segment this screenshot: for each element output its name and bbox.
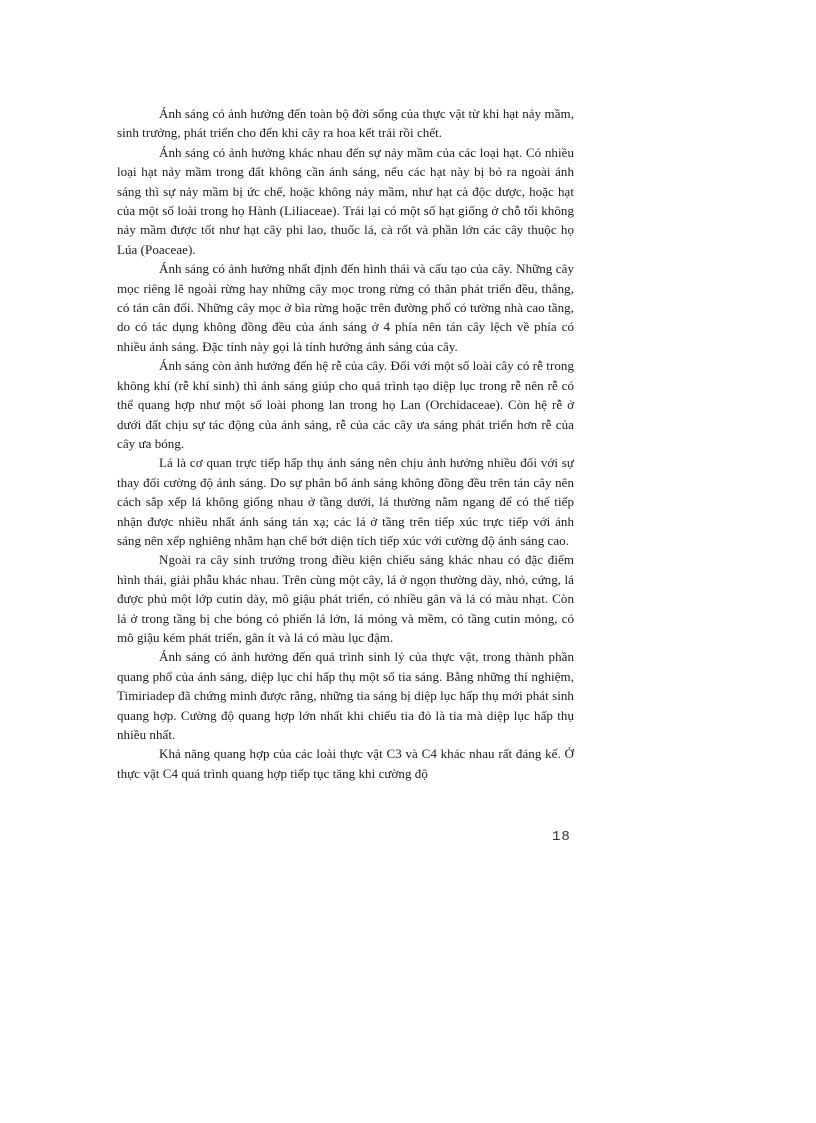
paragraph: Ánh sáng có ảnh hưởng đến toàn bộ đời sống của thực vật từ khi hạt nảy mầm, sinh trưởng, phát triển cho đến khi cây ra hoa kết trái rồi chết. [117,106,574,141]
paragraph: Ánh sáng có ảnh hưởng đến quá trình sinh lý của thực vật, trong thành phần quang phổ của ánh sáng, diệp lục chỉ hấp thụ một số tia sáng. Bằng những thí nghiệm, Timiriadep đã chứng minh được rằng, những tia sáng bị diệp lục hấp thụ mới phát sinh quang hợp. Cường độ quang hợp lớn nhất khi chiếu tia đỏ là tia mà diệp lục hấp thụ nhiều nhất. [117,649,574,742]
paragraph: Lá là cơ quan trực tiếp hấp thụ ánh sáng nên chịu ảnh hưởng nhiều đối với sự thay đổi cường độ ánh sáng. Do sự phân bố ánh sáng không đồng đều trên tán cây nên cách sắp xếp lá không giống nhau ở tầng dưới, lá thường nằm ngang để có thể tiếp nhận được nhiều nhất ánh sáng tán xạ; các lá ở tầng trên tiếp xúc trực tiếp với ánh sáng nên xếp nghiêng nhằm hạn chế bớt diện tích tiếp xúc với cường độ ánh sáng cao. [117,455,574,548]
paragraph: Ánh sáng có ảnh hưởng khác nhau đến sự nảy mầm của các loại hạt. Có nhiều loại hạt nảy mầm trong đất không cần ánh sáng, nếu các hạt này bị bỏ ra ngoài ánh sáng thì sự nảy mầm bị ức chế, hoặc không nảy mầm, như hạt cà độc dược, hoặc hạt của một số loài trong họ Hành (Liliaceae). Trái lại có một số hạt giống ở chỗ tối không nảy mầm được tốt như hạt cây phi lao, thuốc lá, cà rốt và phần lớn các cây thuộc họ Lúa (Poaceae). [117,144,574,257]
page-body [117,104,574,783]
paragraph: Ánh sáng còn ảnh hưởng đến hệ rễ của cây. Đối với một số loài cây có rễ trong không khí (rễ khí sinh) thì ánh sáng giúp cho quá trình tạo diệp lục trong rễ nên rễ có thể quang hợp như một số loài phong lan trong họ Lan (Orchidaceae). Còn hệ rễ ở dưới đất chịu sự tác động của ánh sáng, rễ của các cây ưa sáng phát triển hơn rễ của cây ưa bóng. [117,358,574,451]
paragraph: Khả năng quang hợp của các loài thực vật C3 và C4 khác nhau rất đáng kể. Ở thực vật C4 quá trình quang hợp tiếp tục tăng khi cường độ [117,746,574,781]
page-number: 18 [552,829,571,845]
paragraph: Ngoài ra cây sinh trưởng trong điều kiện chiếu sáng khác nhau có đặc điểm hình thái, giải phẫu khác nhau. Trên cùng một cây, lá ở ngọn thường dày, nhỏ, cứng, lá được phủ một lớp cutin dày, mô giậu phát triển, có nhiều gân và lá có màu nhạt. Còn lá ở trong tầng bị che bóng có phiến lá lớn, lá mỏng và mềm, có tầng cutin mỏng, có mô giậu kém phát triển, gân ít và lá có màu lục đậm. [117,552,574,645]
paragraph: Ánh sáng có ảnh hưởng nhất định đến hình thái và cấu tạo của cây. Những cây mọc riêng lẽ ngoài rừng hay những cây mọc trong rừng có thân phát triển đều, thẳng, có tán cân đối. Những cây mọc ở bìa rừng hoặc trên đường phố có tường nhà cao tầng, do có tác dụng không đồng đều của ánh sáng ở 4 phía nên tán cây lệch về phía có nhiều ánh sáng. Đặc tính này gọi là tính hướng ánh sáng của cây. [117,261,574,354]
